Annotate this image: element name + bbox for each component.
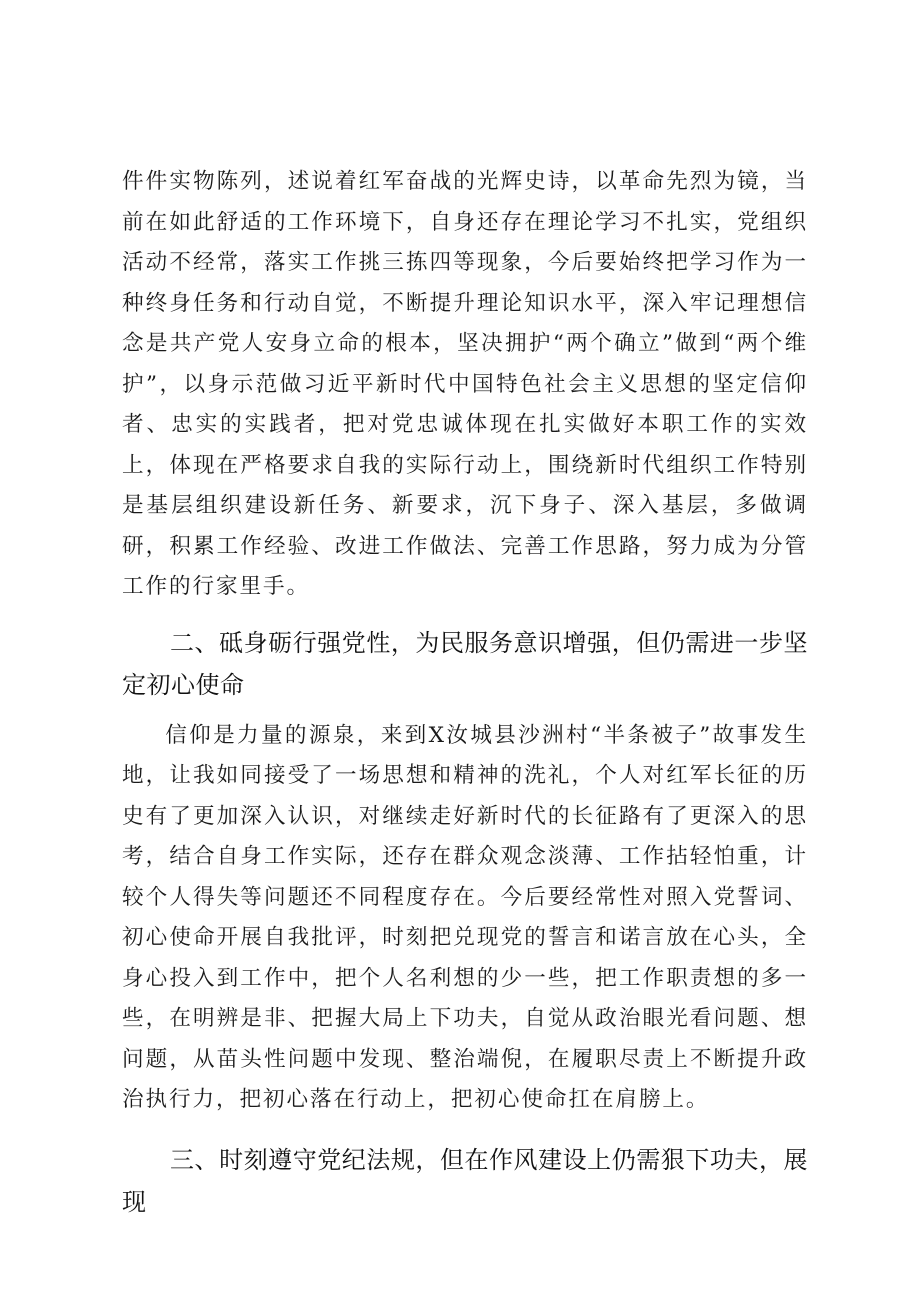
section-heading-3: 三、时刻遵守党纪法规，但在作风建设上仍需狠下功夫，展现 [122, 1145, 808, 1216]
body-paragraph-2: 信仰是力量的源泉，来到X汝城县沙洲村“半条被子”故事发生地，让我如同接受了一场思想和精神的洗礼，个人对红军长征的历史有了更加深入认识，对继续走好新时代的长征路有了更深入的思考，结合自身工作实际，还存在群众观念淡薄、工作拈轻怕重，计较个人得失等问题还不同程度存在。今后要经常性对照入党誓词、初心使命开展自我批评，时刻把兑现党的誓言和诺言放在心头，全身心投入到工作中，把个人名利想的少一些，把工作职责想的多一些，在明辨是非、把握大局上下功夫，自觉从政治眼光看问题、想问题，从苗头性问题中发现、整治端倪，在履职尽责上不断提升政治执行力，把初心落在行动上，把初心使命扛在肩膀上。 [122, 722, 808, 1112]
body-paragraph-1: 件件实物陈列，述说着红军奋战的光辉史诗，以革命先烈为镜，当前在如此舒适的工作环境下，自身还存在理论学习不扎实，党组织活动不经常，落实工作挑三拣四等现象，今后要始终把学习作为一种终身任务和行动自觉，不断提升理论知识水平，深入牢记理想信念是共产党人安身立命的根本，坚决拥护“两个确立”做到“两个维护”，以身示范做习近平新时代中国特色社会主义思想的坚定信仰者、忠实的实践者，把对党忠诚体现在扎实做好本职工作的实效上，体现在严格要求自我的实际行动上，围绕新时代组织工作特别是基层组织建设新任务、新要求，沉下身子、深入基层，多做调研，积累工作经验、改进工作做法、完善工作思路，努力成为分管工作的行家里手。 [122, 169, 808, 599]
section-heading-2: 二、砥身砺行强党性，为民服务意识增强，但仍需进一步坚定初心使命 [122, 628, 808, 699]
document-body [122, 162, 808, 1233]
